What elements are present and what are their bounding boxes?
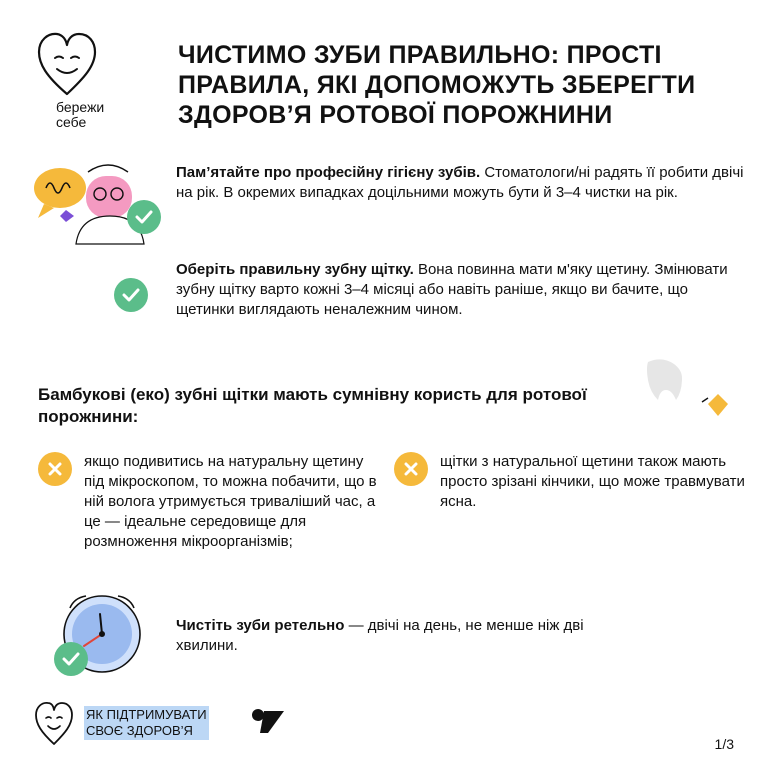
tip-hygiene-text: Стоматологи/ні радять її робити двічі на рік. В окремих випадках доцільними можуть бути й 3–4 чистки на рік.: [176, 164, 744, 201]
logo-text-line2: себе: [56, 114, 87, 130]
check-icon: [114, 278, 148, 312]
page-number: 1/3: [714, 736, 734, 752]
tip-hygiene-title: Пам’ятайте про професійну гігієну зубів.: [176, 164, 481, 181]
footer-series-label: [84, 706, 209, 740]
logo-text-line1: бережи: [56, 99, 105, 115]
tip-toothbrush-title: Оберіть правильну зубну щітку.: [176, 261, 414, 278]
footer-heart-icon: [34, 700, 74, 751]
tooth-illustration: [640, 356, 740, 420]
tip-hygiene: [176, 163, 746, 203]
footer-label-line1: ЯК ПІДТРИМУВАТИ: [86, 707, 207, 722]
brand-logo: [34, 30, 104, 130]
cross-icon: [38, 452, 72, 486]
tip-toothbrush: [176, 260, 736, 320]
heart-smile-icon: [36, 30, 98, 96]
bamboo-heading: Бамбукові (еко) зубні щітки мають сумнівну користь для ротової порожнини:: [38, 385, 587, 426]
con-cut-tips: щітки з натуральної щетини також мають просто зрізані кінчики, що може травмувати ясна.: [440, 453, 745, 510]
tip-brush-thoroughly: [176, 616, 616, 656]
tip-toothbrush-text: Вона повинна мати м'яку щетину. Змінювати зубну щітку варто кожні 3–4 місяці або навіть раніше, якщо ви бачите, що щетинки виглядають неналежним чином.: [176, 261, 728, 318]
cross-icon: [394, 452, 428, 486]
footer-label-line2: СВОЄ ЗДОРОВ’Я: [86, 723, 193, 738]
tip-brush-text: — двічі на день, не менше ніж дві хвилини.: [176, 617, 584, 654]
partner-logo-icon: [250, 708, 286, 739]
check-icon: [127, 200, 161, 234]
tip-brush-title: Чистіть зуби ретельно: [176, 617, 345, 634]
check-icon: [54, 642, 88, 676]
page-title: ЧИСТИМО ЗУБИ ПРАВИЛЬНО: ПРОСТІ ПРАВИЛА, ЯКІ ДОПОМОЖУТЬ ЗБЕРЕГТИ ЗДОРОВ’Я РОТОВОЇ ПОРОЖНИНИ: [178, 41, 696, 129]
con-natural-bristle-moisture: якщо подивитись на натуральну щетину під мікроскопом, то можна побачити, що в ній волога утримується триваліший час, а це — ідеальне середовище для розмноження мікроорганізмів;: [84, 453, 377, 550]
